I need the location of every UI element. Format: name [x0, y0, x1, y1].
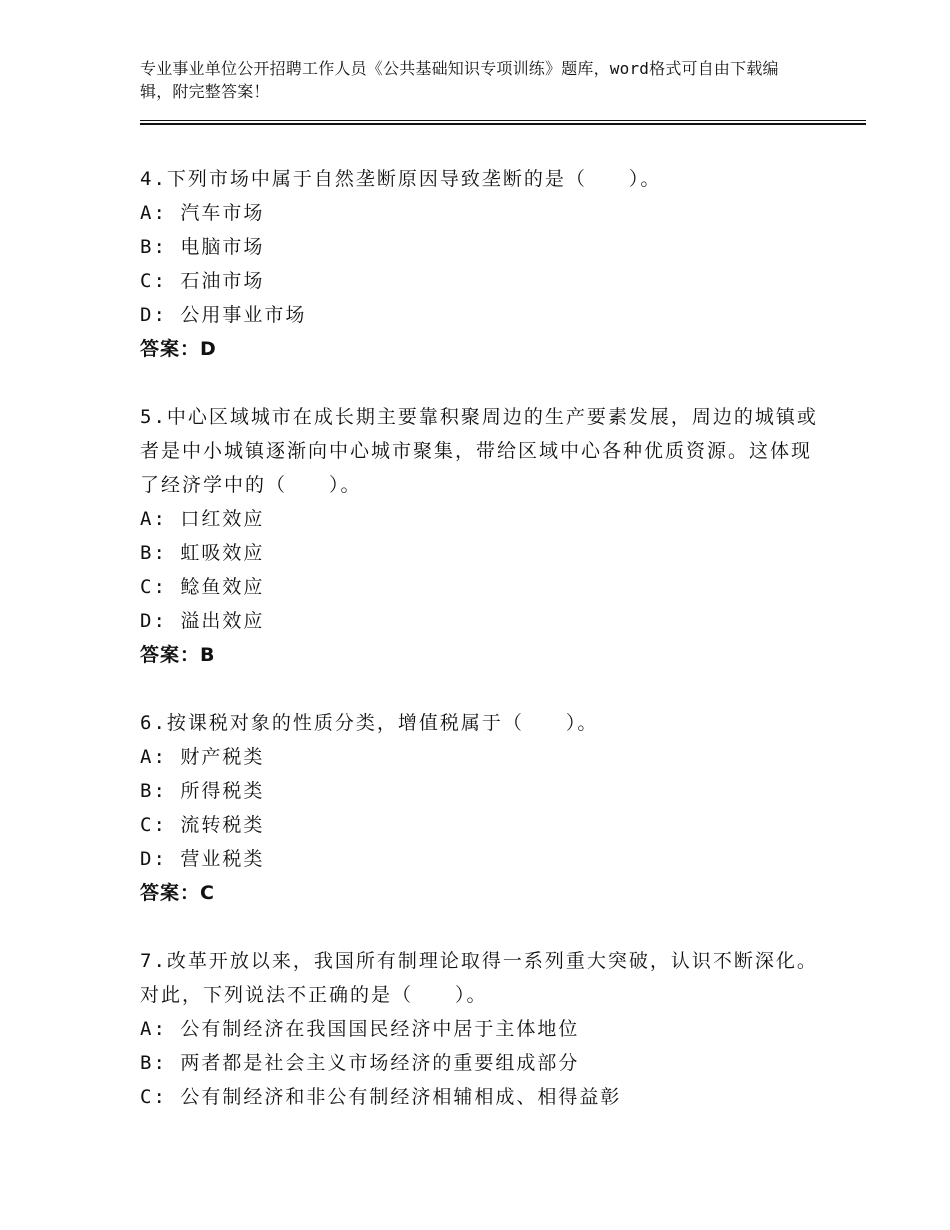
- answer-line: 答案：D: [140, 338, 217, 360]
- option-d: D: 溢出效应: [140, 610, 265, 632]
- option-c: C: 流转税类: [140, 814, 265, 836]
- page-header: 专业事业单位公开招聘工作人员《公共基础知识专项训练》题库，word格式可自由下载编辑，附完整答案！: [140, 59, 779, 101]
- option-c: C: 公有制经济和非公有制经济相辅相成、相得益彰: [140, 1086, 622, 1108]
- option-b: B: 所得税类: [140, 780, 265, 802]
- option-a: A: 财产税类: [140, 746, 265, 768]
- question-stem: 4.下列市场中属于自然垄断原因导致垄断的是（ ）。: [140, 168, 662, 190]
- question-stem: 5.中心区域城市在成长期主要靠积聚周边的生产要素发展，周边的城镇或者是中小城镇逐渐向中心城市聚集，带给区域中心各种优质资源。这体现了经济学中的（ ）。: [140, 406, 818, 496]
- header-rule-bottom: [140, 123, 866, 125]
- answer-line: 答案：B: [140, 644, 216, 666]
- question-5: [140, 400, 820, 672]
- option-a: A: 公有制经济在我国国民经济中居于主体地位: [140, 1018, 580, 1040]
- option-a: A: 口红效应: [140, 508, 265, 530]
- option-c: C: 石油市场: [140, 270, 265, 292]
- option-d: D: 公用事业市场: [140, 304, 307, 326]
- option-b: B: 两者都是社会主义市场经济的重要组成部分: [140, 1052, 580, 1074]
- option-a: A: 汽车市场: [140, 202, 265, 224]
- option-b: B: 电脑市场: [140, 236, 265, 258]
- option-b: B: 虹吸效应: [140, 542, 265, 564]
- question-stem: 6.按课税对象的性质分类，增值税属于（ ）。: [140, 712, 599, 734]
- option-d: D: 营业税类: [140, 848, 265, 870]
- question-6: [140, 706, 820, 910]
- question-stem: 7.改革开放以来，我国所有制理论取得一系列重大突破，认识不断深化。对此，下列说法不正确的是（ ）。: [140, 950, 818, 1006]
- header-rule-top: [140, 120, 866, 121]
- option-c: C: 鲶鱼效应: [140, 576, 265, 598]
- question-list: [140, 162, 820, 1148]
- question-7: [140, 944, 820, 1114]
- answer-line: 答案：C: [140, 882, 215, 904]
- question-4: [140, 162, 820, 366]
